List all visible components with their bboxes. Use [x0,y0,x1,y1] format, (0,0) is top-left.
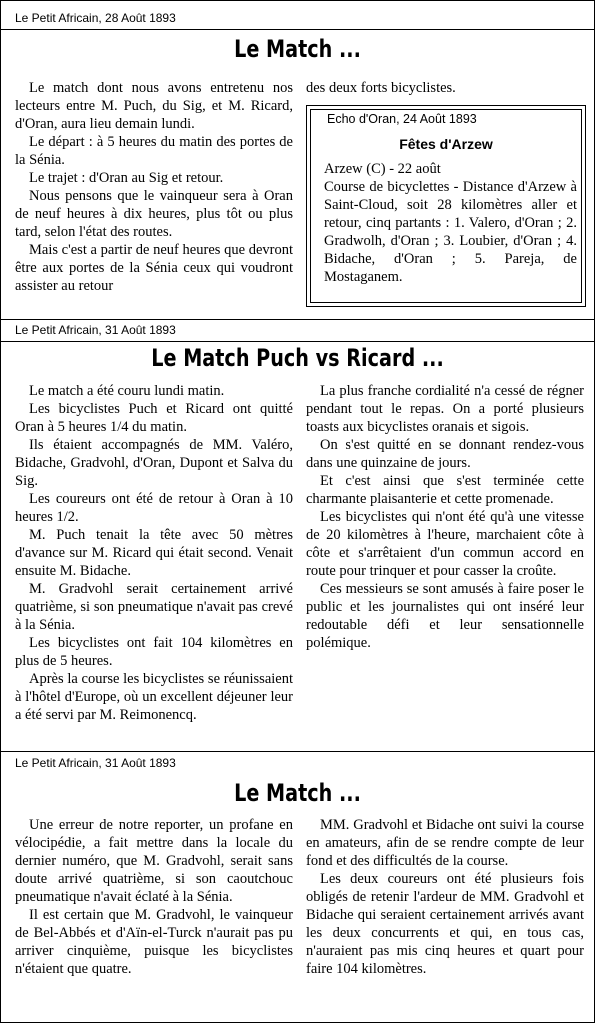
paragraph: MM. Gradvohl et Bidache ont suivi la course en amateurs, afin de se rendre compte de leur fond et des difficultés de la course. [306,817,584,869]
divider [1,29,594,30]
paragraph: Après la course les bicyclistes se réunissaient à l'hôtel d'Europe, où un excellent déjeuner leur a été servi par M. Reimonencq. [15,671,293,723]
paragraph: Ces messieurs se sont amusés à faire poser le public et les journalistes qui ont inséré leur redoutable défi et leur sensationnelle polémique. [306,581,584,651]
paragraph: Le trajet : d'Oran au Sig et retour. [29,170,224,186]
article1-title: Le Match ... [234,35,361,63]
article2-left-column [15,382,293,724]
paragraph: Les coureurs ont été de retour à Oran à 10 heures 1/2. [15,491,293,525]
paragraph: Le match dont nous avons entretenu nos lecteurs entre M. Puch, du Sig, et M. Ricard, d'Oran, aura lieu demain lundi. [15,80,293,132]
paragraph: Les deux coureurs ont été plusieurs fois obligés de retenir l'ardeur de MM. Gradvohl et Bidache qui seraient certainement arrivés avant les deux concurrents et qui, en tous cas, n'auraient pas mis cinq heures et quart pour faire 104 kilomètres. [306,871,584,977]
article2-source: Le Petit Africain, 31 Août 1893 [15,323,176,337]
article1-left-column [15,79,293,295]
paragraph: Le match a été couru lundi matin. [29,383,225,399]
paragraph: Mais c'est a partir de neuf heures que devront être aux portes de la Sénia ceux qui voudront assister au retour [15,242,293,294]
paragraph: Une erreur de notre reporter, un profane en vélocipédie, a fait mettre dans la locale du dernier numéro, que M. Gradvohl, serait sans doute arrivé quatrième, si son caoutchouc pneumatique n'avait éclaté à la Sénia. [15,817,293,905]
article3-right-column [306,816,584,978]
article2-title: Le Match Puch vs Ricard ... [151,344,444,372]
box-line: Arzew (C) - 22 août [324,161,441,177]
paragraph: Les bicyclistes qui n'ont été qu'à une vitesse de 20 kilomètres à l'heure, marchaient côte à côte et s'arrêtaient d'un commun accord en route pour trinquer et pour casser la croûte. [306,509,584,579]
paragraph: Les bicyclistes Puch et Ricard ont quitté Oran à 5 heures 1/4 du matin. [15,401,293,435]
article1-right-column [306,79,584,97]
paragraph: La plus franche cordialité n'a cessé de régner pendant tout le repas. On a porté plusieurs toasts aux bicyclistes oranais et sigois. [306,383,584,435]
divider [1,319,594,320]
paragraph: Et c'est ainsi que s'est terminée cette charmante plaisanterie et cette promenade. [306,473,584,507]
paragraph: M. Gradvohl serait certainement arrivé quatrième, si son pneumatique n'avait pas crevé à la Sénia. [15,581,293,633]
paragraph: Ils étaient accompagnés de MM. Valéro, Bidache, Gradvohl, d'Oran, Dupont et Salva du Sig. [15,437,293,489]
box-body [324,160,577,286]
article3-left-column [15,816,293,978]
article3-source: Le Petit Africain, 31 Août 1893 [15,756,176,770]
paragraph: Les bicyclistes ont fait 104 kilomètres en plus de 5 heures. [15,635,293,669]
article3-title: Le Match ... [234,779,361,807]
paragraph: Il est certain que M. Gradvohl, le vainqueur de Bel-Abbés et d'Aïn-el-Turck n'aurait pas pu arriver cinquième, puisque les bicyclistes n'étaient que quatre. [15,907,293,977]
divider [1,751,594,752]
divider [1,341,594,342]
box-source: Echo d'Oran, 24 Août 1893 [327,112,477,126]
paragraph: Le départ : à 5 heures du matin des portes de la Sénia. [15,134,293,168]
article2-right-column [306,382,584,652]
paragraph: On s'est quitté en se donnant rendez-vous dans une quinzaine de jours. [306,437,584,471]
article1-source: Le Petit Africain, 28 Août 1893 [15,11,176,25]
paragraph: M. Puch tenait la tête avec 50 mètres d'avance sur M. Ricard qui était second. Venait ensuite M. Bidache. [15,527,293,579]
paragraph-continuation: des deux forts bicyclistes. [306,80,456,96]
box-line: Course de bicyclettes - Distance d'Arzew à Saint-Cloud, soit 28 kilomètres aller et retour, cinq partants : 1. Valero, d'Oran ; 2. Gradwolh, d'Oran ; 3. Loubier, d'Oran ; 4. Bidache, d'Oran ; 5. Pareja, de Mostaganem. [324,179,577,285]
box-title: Fêtes d'Arzew [399,136,493,152]
sidebar-box [306,105,586,307]
paragraph: Nous pensons que le vainqueur sera à Oran de neuf heures à dix heures, plus tôt ou plus tard, selon l'état des routes. [15,188,293,240]
